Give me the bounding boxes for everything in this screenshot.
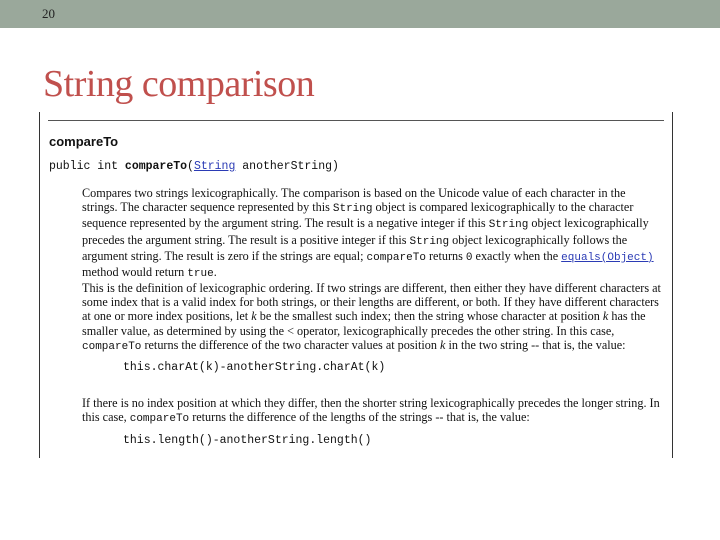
sig-name: compareTo <box>124 160 188 173</box>
text: be the smallest such index; then the string whose character at position <box>256 309 603 324</box>
code-text: String <box>409 235 450 248</box>
text: This is the definition of lexicographic ordering. If two strings are different, then either they have different characters at some index that is a valid index for both strings, or their lengths are different, or both. If they have different characters at one or more index positions, let <box>82 281 661 324</box>
code-text: String <box>332 203 373 216</box>
italic-k: k <box>440 337 446 352</box>
description-paragraph-2 <box>82 281 662 354</box>
code-text: compareTo <box>129 413 190 426</box>
code-text: 0 <box>465 251 473 264</box>
equals-object-link[interactable]: equals(Object) <box>561 251 654 264</box>
sig-param: anotherString) <box>235 160 339 173</box>
text: returns the difference of the two character values at position <box>141 337 441 352</box>
text: method would return <box>82 265 188 280</box>
text: returns <box>425 248 466 263</box>
code-text: String <box>488 219 529 232</box>
top-bar <box>0 0 720 28</box>
sig-prefix: public int <box>49 160 125 173</box>
text: returns the difference of the lengths of the strings -- that is, the value: <box>189 410 530 425</box>
italic-k: k <box>602 309 609 324</box>
javadoc-screenshot <box>39 112 673 458</box>
text: object lexicographically follows the argument string. The result is zero if the strings are equal; <box>82 232 628 263</box>
italic-k: k <box>251 309 257 324</box>
text: has the smaller value, as determined by using the < operator, lexicographically precedes the other string. In this case, <box>82 309 646 338</box>
code-example-1: this.charAt(k)-anotherString.charAt(k) <box>123 361 386 374</box>
code-text: compareTo <box>366 251 426 264</box>
code-example-2: this.length()-anotherString.length() <box>123 434 372 447</box>
sig-open-paren: ( <box>187 160 194 173</box>
text: in the two string -- that is, the value: <box>445 337 626 352</box>
method-name: compareTo <box>49 134 119 149</box>
slide-title: String comparison <box>43 63 315 105</box>
text: object lexicographically precedes the argument string. The result is a positive integer if this <box>82 216 649 247</box>
code-text: compareTo <box>82 340 142 353</box>
text: If there is no index position at which they differ, then the shorter string lexicographically precedes the longer string. In this case, <box>82 396 660 425</box>
text: . <box>213 265 217 280</box>
text: exactly when the <box>472 248 562 263</box>
slide-number: 20 <box>42 6 55 21</box>
string-type-link[interactable]: String <box>193 160 236 173</box>
divider <box>48 120 664 121</box>
text: Compares two strings lexicographically. The comparison is based on the Unicode value of each character in the strings. The character sequence represented by this <box>82 186 626 215</box>
text: object is compared lexicographically to the character sequence represented by the argument string. The result is a negative integer if this <box>82 200 634 231</box>
description-paragraph-3 <box>82 396 662 426</box>
method-signature <box>49 160 339 173</box>
code-text: true <box>187 268 214 281</box>
description-paragraph-1 <box>82 186 662 281</box>
